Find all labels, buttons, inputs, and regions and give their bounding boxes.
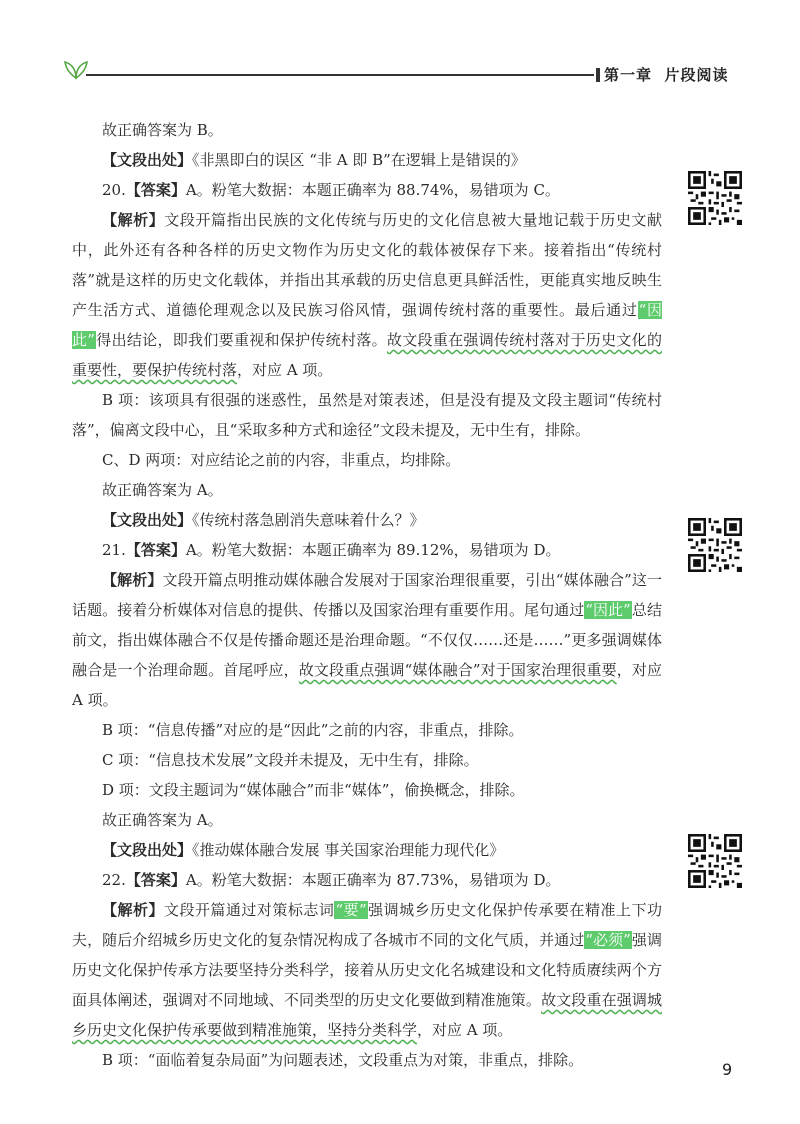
header-divider — [596, 68, 600, 82]
source-text: 《传统村落急剧消失意味着什么？》 — [192, 511, 425, 529]
analysis-text: 强调城乡历史文化保护传承要在精准上下功夫，随后介绍城乡历史文化的复杂情况构成了各城市不同的文化气质，并通过 — [72, 901, 662, 949]
question-22-analysis — [72, 895, 662, 1045]
answer-text: 故正确答案为 A。 — [102, 481, 223, 499]
answer-tag: 【答案】 — [125, 871, 186, 889]
answer-text: A。粉笔大数据：本题正确率为 89.12%，易错项为 D。 — [185, 541, 561, 559]
leaf-icon — [62, 56, 90, 80]
answer-line: 故正确答案为 B。 — [102, 121, 223, 139]
question-number: 22. — [102, 871, 126, 889]
answer-text: 故正确答案为 A。 — [102, 811, 223, 829]
paragraph — [72, 145, 662, 175]
option-c — [72, 745, 662, 775]
question-20-answer — [72, 175, 662, 205]
option-b — [72, 385, 662, 445]
analysis-text: ，对应 A 项。 — [417, 1021, 513, 1039]
source-line — [72, 835, 662, 865]
option-b — [72, 1045, 662, 1075]
option-text: B 项：“信息传播”对应的是“因此”之前的内容，非重点，排除。 — [102, 721, 524, 739]
underlined-conclusion: 故文段重在强调传统村落对于历史文化的重要性，要保护传统村落 — [72, 331, 662, 379]
highlight-keyword: “因此” — [72, 301, 662, 349]
analysis-tag: 【解析】 — [102, 901, 164, 919]
answer-text: A。粉笔大数据：本题正确率为 88.74%，易错项为 C。 — [185, 181, 560, 199]
highlight-keyword: “因此” — [585, 601, 631, 619]
qr-code-icon[interactable] — [688, 518, 742, 572]
running-header — [604, 64, 728, 85]
chapter-label: 第一章 — [604, 66, 653, 84]
analysis-text: ，对应 A 项。 — [72, 661, 662, 709]
source-tag: 【文段出处】 — [102, 151, 193, 169]
section-label: 片段阅读 — [664, 66, 729, 84]
highlight-keyword: “要” — [335, 901, 367, 919]
question-number: 21. — [102, 541, 126, 559]
page-number: 9 — [722, 1060, 733, 1079]
source-text: 《非黑即白的误区 “非 A 即 B”在逻辑上是错误的》 — [192, 151, 526, 169]
source-tag: 【文段出处】 — [102, 511, 193, 529]
option-cd — [72, 445, 662, 475]
question-number: 20. — [102, 181, 126, 199]
option-text: C、D 两项：对应结论之前的内容，非重点，均排除。 — [102, 451, 461, 469]
option-text: C 项：“信息技术发展”文段并未提及，无中生有，排除。 — [102, 751, 479, 769]
option-text: D 项：文段主题词为“媒体融合”而非“媒体”，偷换概念，排除。 — [102, 781, 525, 799]
answer-line — [72, 805, 662, 835]
question-22-answer — [72, 865, 662, 895]
option-text: B 项：“面临着复杂局面”为问题表述，文段重点为对策，非重点，排除。 — [102, 1051, 584, 1069]
header-rule — [86, 74, 594, 76]
paragraph — [72, 115, 662, 145]
source-line — [72, 505, 662, 535]
highlight-keyword: “必须” — [585, 931, 631, 949]
analysis-text: 强调历史文化保护传承方法要坚持分类科学，接着从历史文化名城建设和文化特质赓续两个方面具体阐述，强调对不同地域、不同类型的历史文化要做到精准施策。 — [72, 931, 662, 1009]
qr-code-icon[interactable] — [688, 834, 742, 888]
answer-tag: 【答案】 — [125, 181, 186, 199]
answer-text: A。粉笔大数据：本题正确率为 87.73%，易错项为 D。 — [185, 871, 561, 889]
analysis-text: ，对应 A 项。 — [237, 361, 333, 379]
analysis-text: 得出结论，即我们要重视和保护传统村落。 — [95, 331, 387, 349]
option-d — [72, 775, 662, 805]
page-content — [72, 115, 662, 1075]
option-text: B 项：该项具有很强的迷惑性，虽然是对策表述，但是没有提及文段主题词“传统村落”，偏离文段中心，且“采取多种方式和途径”文段未提及，无中生有，排除。 — [72, 391, 662, 439]
answer-line — [72, 475, 662, 505]
analysis-tag: 【解析】 — [102, 211, 165, 229]
underlined-conclusion: 故文段重点强调“媒体融合”对于国家治理很重要 — [298, 661, 617, 679]
qr-code-icon[interactable] — [688, 171, 742, 225]
analysis-text: 文段开篇点明推动媒体融合发展对于国家治理很重要，引出“媒体融合”这一话题。接着分析媒体对信息的提供、传播以及国家治理有重要作用。尾句通过 — [72, 571, 662, 619]
question-21-answer — [72, 535, 662, 565]
option-b — [72, 715, 662, 745]
answer-tag: 【答案】 — [125, 541, 186, 559]
source-tag: 【文段出处】 — [102, 841, 193, 859]
analysis-tag: 【解析】 — [102, 571, 163, 589]
analysis-text: 文段开篇指出民族的文化传统与历史的文化信息被大量地记载于历史文献中，此外还有各种各样的历史文物作为历史文化的载体被保存下来。接着指出“传统村落”就是这样的历史文化载体，并指出其承载的历史信息更具鲜活性，更能真实地反映生产生活方式、道德伦理观念以及民族习俗风情，强调传统村落的重要性。最后通过 — [72, 211, 662, 319]
underlined-conclusion: 故文段重在强调城乡历史文化保护传承要做到精准施策，坚持分类科学 — [72, 991, 662, 1039]
analysis-text: 文段开篇通过对策标志词 — [163, 901, 335, 919]
source-text: 《推动媒体融合发展 事关国家治理能力现代化》 — [192, 841, 505, 859]
analysis-text: 总结前文，指出媒体融合不仅是传播命题还是治理命题。“不仅仅……还是……”更多强调媒体融合是一个治理命题。首尾呼应， — [72, 601, 662, 679]
question-21-analysis — [72, 565, 662, 715]
question-20-analysis — [72, 205, 662, 385]
